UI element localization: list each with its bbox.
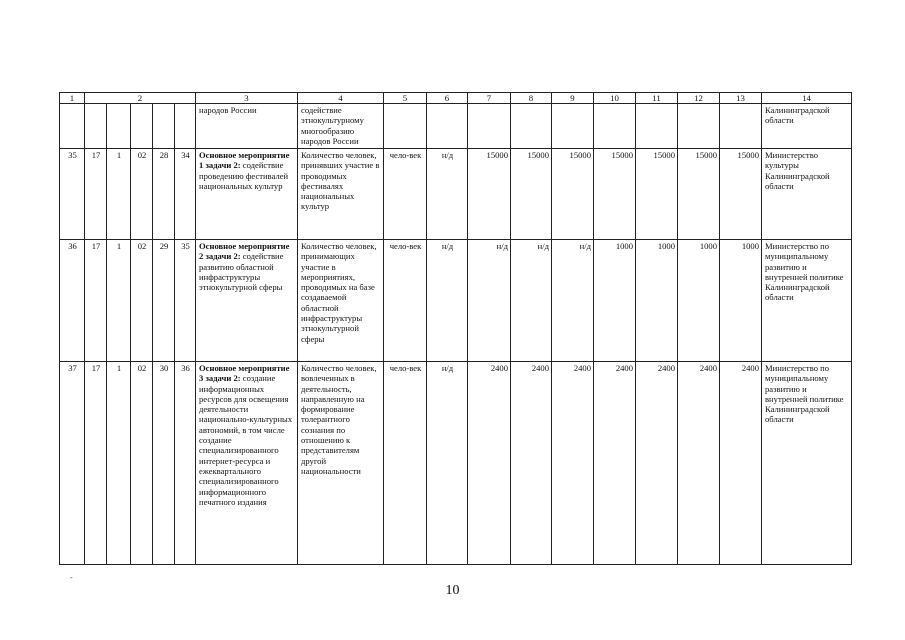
unit-cell: чело-век: [384, 362, 427, 565]
col-header-3: 3: [196, 93, 298, 104]
base-value-cell: н/д: [427, 149, 468, 240]
code-cell: 34: [175, 149, 196, 240]
value-cell: 2400: [594, 362, 636, 565]
activity-cell: [196, 240, 298, 362]
col-header-14: 14: [762, 93, 852, 104]
value-cell: 15000: [678, 149, 720, 240]
value-cell: 1000: [636, 240, 678, 362]
col-header-1: 1: [60, 93, 85, 104]
responsible-cell: Калининградской области: [762, 104, 852, 149]
value-cell: н/д: [511, 240, 552, 362]
code-cell: 17: [85, 240, 107, 362]
program-table: [59, 92, 852, 565]
activity-text: создание информационных ресурсов для освещения деятельности национально-культурных автономий, в том числе создание специализированного интернет-ресурса и ежеквартального специализированного информационного печатного издания: [199, 373, 293, 507]
value-cell: 1000: [594, 240, 636, 362]
value-cell: 15000: [594, 149, 636, 240]
activity-cell: [196, 149, 298, 240]
table-row: [60, 240, 852, 362]
code-cell: 02: [131, 149, 153, 240]
table-row: [60, 362, 852, 565]
unit-cell: чело-век: [384, 149, 427, 240]
responsible-cell: Министерство по муниципальному развитию и внутренней политике Калининградской области: [762, 362, 852, 565]
value-cell: 2400: [511, 362, 552, 565]
page-number: 10: [445, 583, 460, 598]
activity-cell: [196, 362, 298, 565]
responsible-cell: Министерство культуры Калининградской области: [762, 149, 852, 240]
value-cell: 1000: [720, 240, 762, 362]
col-header-7: 7: [468, 93, 511, 104]
activity-text: содействие развитию областной инфраструктуры этнокультурной сферы: [199, 251, 284, 293]
indicator-cell: Количество человек, принявших участие в проводимых фестивалях национальных культур: [298, 149, 384, 240]
col-header-9: 9: [552, 93, 594, 104]
base-value-cell: н/д: [427, 362, 468, 565]
value-cell: н/д: [468, 240, 511, 362]
activity-text: содействие проведению фестивалей национальных культур: [199, 160, 289, 191]
code-cell: 1: [107, 362, 131, 565]
col-header-8: 8: [511, 93, 552, 104]
col-header-4: 4: [298, 93, 384, 104]
row-number: 35: [60, 149, 85, 240]
col-header-12: 12: [678, 93, 720, 104]
column-number-row: [60, 93, 852, 104]
code-cell: 35: [175, 240, 196, 362]
code-cell: 17: [85, 149, 107, 240]
code-cell: 02: [131, 240, 153, 362]
value-cell: 2400: [468, 362, 511, 565]
responsible-cell: Министерство по муниципальному развитию и внутренней политике Калининградской области: [762, 240, 852, 362]
base-value-cell: н/д: [427, 240, 468, 362]
activity-title: Основное мероприятие 1 задачи 2:: [199, 150, 290, 171]
indicator-cell: Количество человек, вовлеченных в деятельность, направленную на формирование толерантного сознания по отношению к представителям другой национальности: [298, 362, 384, 565]
unit-cell: чело-век: [384, 240, 427, 362]
code-cell: 1: [107, 149, 131, 240]
col-header-6: 6: [427, 93, 468, 104]
activity-cell: народов России: [196, 104, 298, 149]
continuation-row: [60, 104, 852, 149]
value-cell: 1000: [678, 240, 720, 362]
code-cell: 36: [175, 362, 196, 565]
code-cell: 17: [85, 362, 107, 565]
code-cell: 1: [107, 240, 131, 362]
margin-mark: -: [70, 573, 73, 582]
value-cell: 15000: [720, 149, 762, 240]
code-cell: 29: [153, 240, 175, 362]
code-cell: 02: [131, 362, 153, 565]
row-number: 37: [60, 362, 85, 565]
code-cell: 30: [153, 362, 175, 565]
table-row: [60, 149, 852, 240]
value-cell: н/д: [552, 240, 594, 362]
col-header-13: 13: [720, 93, 762, 104]
value-cell: 15000: [552, 149, 594, 240]
col-header-11: 11: [636, 93, 678, 104]
indicator-cell: Количество человек, принимающих участие в мероприятиях, проводимых на базе создаваемой областной инфраструктуры этнокультурной сферы: [298, 240, 384, 362]
col-header-2: 2: [85, 93, 196, 104]
value-cell: 15000: [636, 149, 678, 240]
code-cell: 28: [153, 149, 175, 240]
value-cell: 2400: [552, 362, 594, 565]
row-number: 36: [60, 240, 85, 362]
col-header-5: 5: [384, 93, 427, 104]
value-cell: 15000: [468, 149, 511, 240]
value-cell: 2400: [678, 362, 720, 565]
activity-title: Основное мероприятие 3 задачи 2:: [199, 363, 290, 384]
indicator-cell: содействие этнокультурному многообразию народов России: [298, 104, 384, 149]
value-cell: 15000: [511, 149, 552, 240]
activity-title: Основное мероприятие 2 задачи 2:: [199, 241, 290, 262]
value-cell: 2400: [720, 362, 762, 565]
value-cell: 2400: [636, 362, 678, 565]
col-header-10: 10: [594, 93, 636, 104]
